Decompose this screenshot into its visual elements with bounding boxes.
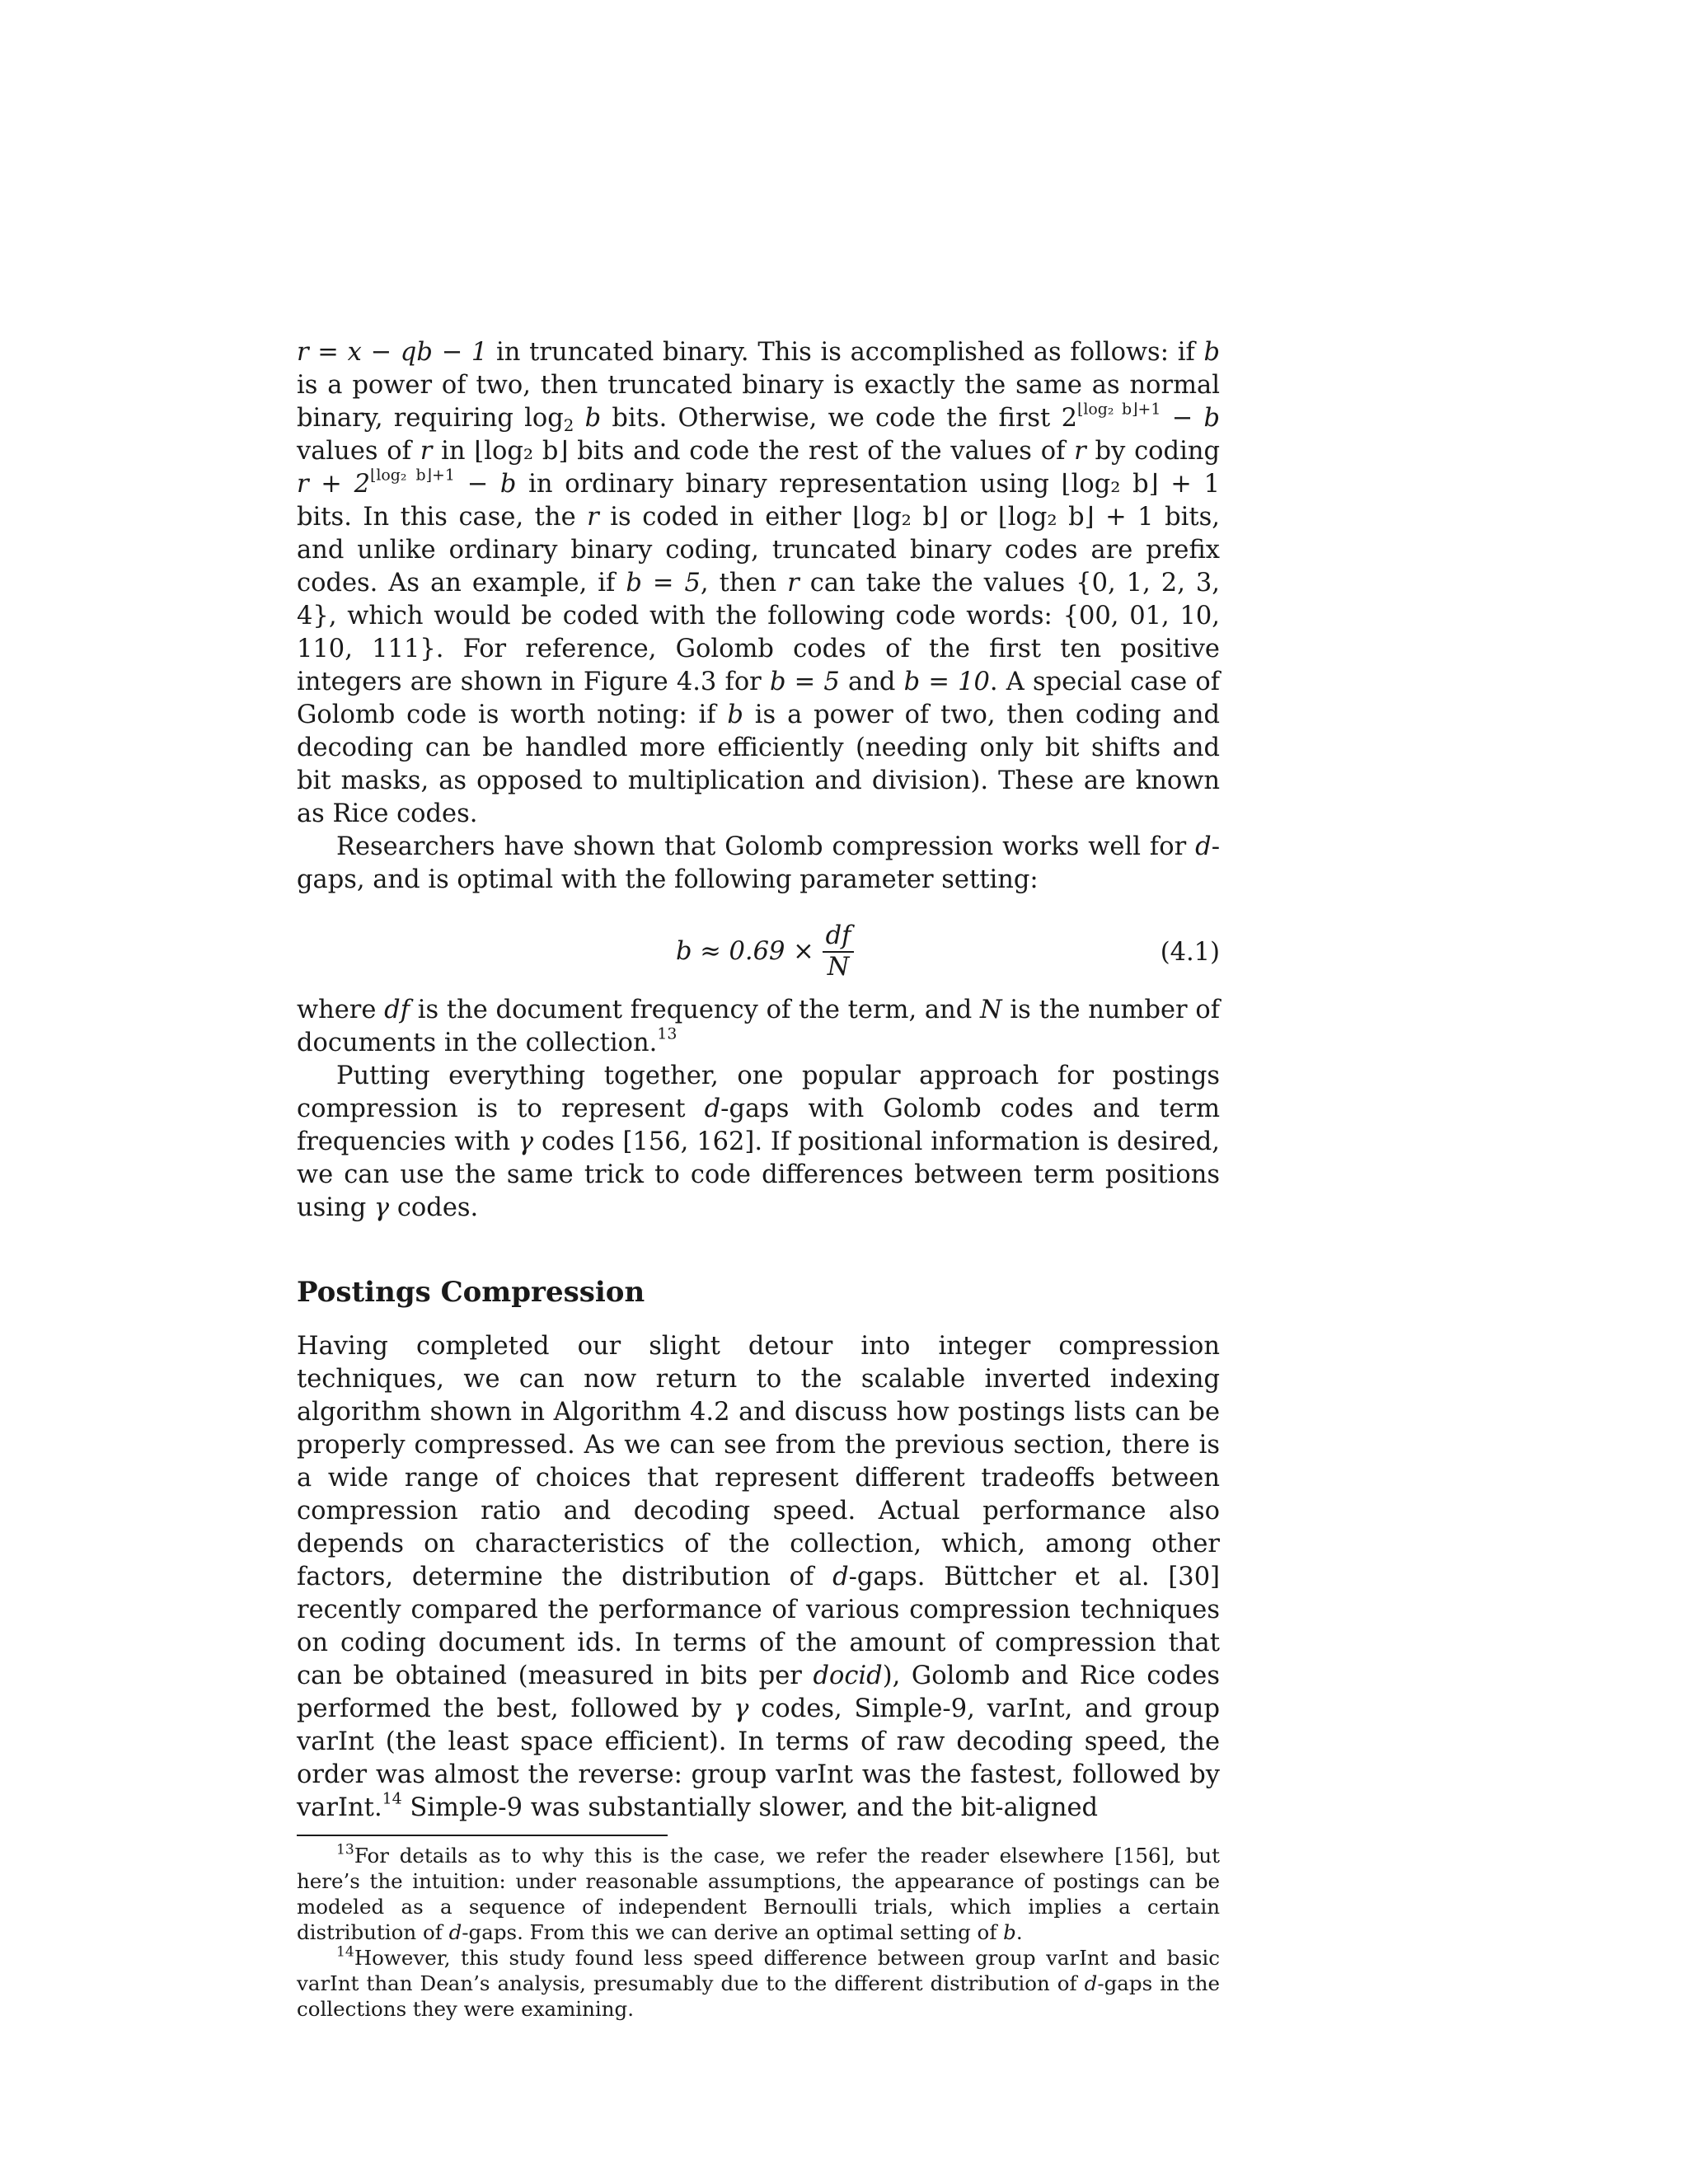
paragraph-putting-together [297,1060,1220,1225]
math-inline: r [587,503,599,532]
text-run: Simple-9 was substantially slower, and the bit-aligned [401,1793,1099,1822]
text-run: is a power of two, then truncated binary is exactly the same as normal binary, requiring [297,371,1220,433]
math-inline: r [787,569,799,598]
math-inline: b = 5 [626,569,701,598]
text-run: , which would be coded with the following code words: [328,602,1063,630]
math-inline: r = x − qb − 1 [297,338,488,367]
text-run: . For reference, Golomb codes of the first ten positive integers are shown in Figure 4.3 for [297,635,1220,696]
math-inline: df [384,996,410,1024]
paragraph-golomb-optimal [297,831,1220,897]
text-run: and [839,668,904,696]
math-inline: docid [813,1661,883,1690]
text-run: can take the values [799,569,1076,598]
math-inline: 2 [1061,404,1077,433]
paragraph-truncated-binary [297,336,1220,831]
math-inline: d [1084,1971,1098,1995]
math-inline: N [980,996,1002,1024]
footnote-divider [297,1835,668,1836]
math-inline: ⌊log₂ b⌋ + 1 [997,503,1154,532]
math-inline: b [1003,1920,1016,1944]
math-inline: r + 2 [297,470,370,499]
text-run: codes, Simple-9, varInt, and group varInt (the least space efficient). In terms of raw decoding speed, the order was almost the reverse: group varInt was the fastest, followed by varInt. [297,1694,1220,1822]
text-run: -gaps. From this we can derive an optimal setting of [462,1920,1004,1944]
math-inline: {0, 1, 2, 3, 4} [297,569,1221,630]
section-heading: Postings Compression [297,1276,645,1309]
text-run: where [297,996,385,1024]
text-run: bits, and unlike ordinary binary coding, truncated binary codes are prefix codes. As an example, if [297,503,1221,598]
math-inline: log [524,404,564,433]
footnote-reference[interactable]: 13 [657,1024,678,1043]
math-inline: d [448,1920,462,1944]
text-run: However, this study found less speed difference between group varInt and basic varInt than Dean’s analysis, presumably due to the different distribution of [297,1946,1220,1995]
math-inline: ⌊log₂ b⌋ [852,503,949,532]
equation-body [676,921,854,982]
equation-lhs: b ≈ 0.69 × [676,937,814,966]
text-run: values of [297,437,420,466]
math-inline: γ [518,1127,534,1156]
footnote-13 [297,1843,1220,1945]
paragraph-postings-compression [297,1330,1220,1825]
text-run: . A special case of Golomb code is worth noting: if [297,668,1221,729]
text-run: in [432,437,475,466]
text-run: codes [156, 162]. If positional information is desired, we can use the same trick to code differences between term positions using [297,1127,1220,1222]
math-inline: ⌊log₂ b⌋ [474,437,569,466]
equation-number: (4.1) [1160,938,1220,967]
text-run: or [948,503,998,532]
math-inline: − b [1160,404,1220,433]
text-run: , then [700,569,788,598]
text-run: -gaps. Büttcher et al. [30] recently compared the performance of various compression techniques on coding document ids. In terms of the amount of compression that can be obtained (measured in bits per [297,1563,1221,1690]
document-page [297,336,1220,2022]
math-inline: b [1203,338,1220,367]
math-superscript: ⌊log₂ b⌋+1 [369,466,455,485]
math-inline: γ [373,1193,390,1222]
math-inline: b [727,701,743,729]
text-run: -gaps in the collections they were examining. [297,1971,1220,2021]
equation-4-1 [297,908,1220,991]
fraction-numerator: df [823,921,855,953]
math-inline: − b [454,470,517,499]
math-inline: b = 10 [903,668,990,696]
footnote-14 [297,1945,1220,2022]
math-inline: {00, 01, 10, 110, 111} [297,602,1221,663]
text-run: by coding [1085,437,1220,466]
equation-fraction [823,921,855,982]
math-inline: r [420,437,433,466]
fraction-denominator: N [827,953,850,982]
text-run: Having completed our slight detour into integer compression techniques, we can now return to the scalable inverted indexing algorithm shown in Algorithm 4.2 and discuss how postings lists can be properly compressed. As we can see from the previous section, there is a wide range of choices that represent different tradeoffs between compression ratio and decoding speed. Actual performance also depends on characteristics of the collection, which, among other factors, determine the distribution of [297,1332,1220,1591]
text-run: ), Golomb and Rice codes performed the best, followed by [297,1661,1220,1723]
math-inline: r [1074,437,1086,466]
text-run: is the document frequency of the term, and [410,996,980,1024]
text-run: -gaps, and is optimal with the following parameter setting: [297,832,1220,894]
text-run: codes. [389,1193,479,1222]
text-run: Researchers have shown that Golomb compression works well for [336,832,1196,861]
text-run: is the number of documents in the collection. [297,996,1220,1057]
text-run: For details as to why this is the case, we refer the reader elsewhere [156], but here’s the intuition: under reasonable assumptions, the appearance of postings can be modeled as a sequence of independent Bernoulli trials, which implies a certain distribution of [297,1844,1220,1944]
math-inline: γ [734,1694,749,1723]
text-run: bits. In this case, the [297,503,588,532]
text-run: is coded in either [598,503,853,532]
footnote-mark: 13 [336,1841,354,1858]
math-subscript: 2 [563,415,574,435]
math-superscript: ⌊log₂ b⌋+1 [1076,400,1161,419]
math-inline: b = 5 [769,668,840,696]
text-run: in truncated binary. This is accomplished as follows: if [487,338,1204,367]
math-inline: ⌊log₂ b⌋ + 1 [1061,470,1220,499]
text-run: is a power of two, then coding and decoding can be handled more efficiently (needing only bit shifts and bit masks, as opposed to multiplication and division). These are known as Rice codes. [297,701,1220,828]
text-run: -gaps with Golomb codes and term frequencies with [297,1094,1221,1156]
footnote-reference[interactable]: 14 [382,1789,402,1808]
footnotes [297,1843,1220,2022]
text-run: bits and code the rest of the values of [568,437,1075,466]
math-inline: d [1195,832,1212,861]
text-run: Putting everything together, one popular approach for postings compression is to represent [297,1062,1220,1123]
math-inline: d [832,1563,849,1591]
footnote-mark: 14 [336,1943,354,1961]
math-inline: b [574,404,602,433]
text-run: in ordinary binary representation using [516,470,1062,499]
math-inline: d [704,1094,721,1123]
text-run: . [1015,1920,1023,1944]
paragraph-df-definition [297,994,1220,1060]
text-run: bits. Otherwise, we code the first [601,404,1062,433]
